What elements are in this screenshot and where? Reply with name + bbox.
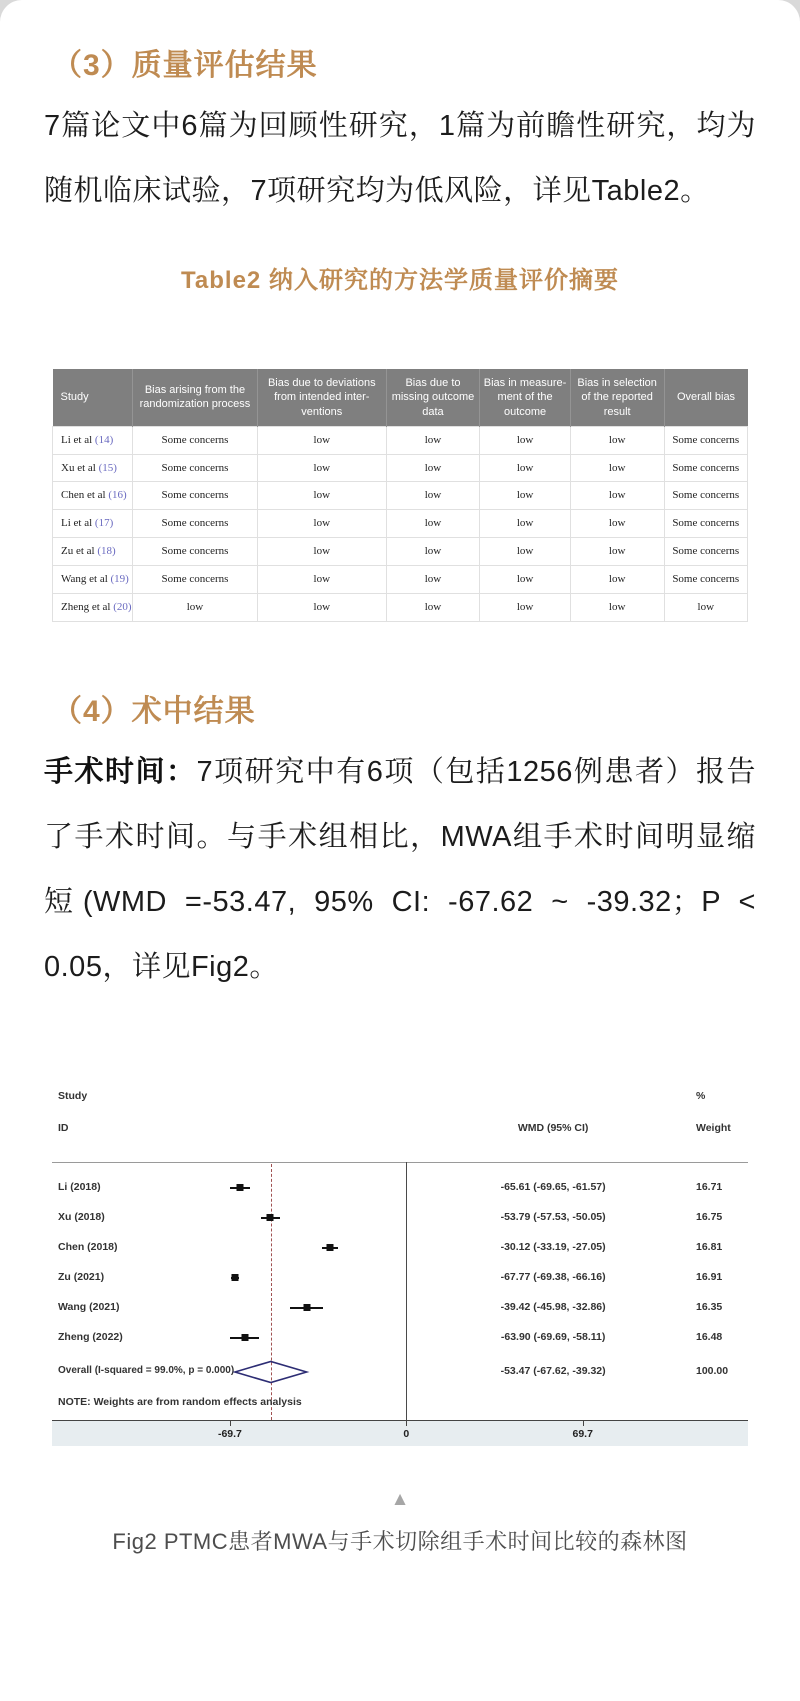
table2-figure <box>52 369 748 622</box>
table2-header-cell: Bias in selection of the reported result <box>570 369 664 426</box>
table2-cell: low <box>386 566 480 594</box>
section-4-paragraph <box>44 740 756 1000</box>
reference-number: (19) <box>110 573 129 586</box>
forest-header-wmd: WMD (95% CI) <box>517 1121 589 1134</box>
table2-cell: Some concerns <box>132 482 257 510</box>
table2-cell: low <box>386 426 480 454</box>
forest-axis-tick-label: -69.7 <box>217 1427 242 1440</box>
table2-cell: low <box>570 454 664 482</box>
forest-study-label: Chen (2018) <box>58 1240 118 1253</box>
surgery-time-lead: 手术时间： <box>44 755 197 788</box>
table2-cell: low <box>386 510 480 538</box>
table2-cell: low <box>480 426 570 454</box>
forest-note: NOTE: Weights are from random effects analysis <box>58 1395 302 1408</box>
forest-study-label: Xu (2018) <box>58 1210 105 1223</box>
reference-number: (14) <box>94 433 114 446</box>
forest-plot <box>52 1084 748 1446</box>
table2-header-cell: Bias in measure- ment of the outcome <box>480 369 570 426</box>
table2-overall-cell: Some concerns <box>664 510 747 538</box>
forest-study-label: Wang (2021) <box>58 1300 120 1313</box>
forest-axis-tick-label: 69.7 <box>572 1427 593 1440</box>
table2-study-cell <box>53 538 133 566</box>
table2-overall-cell: Some concerns <box>664 426 747 454</box>
reference-number: (15) <box>98 461 117 474</box>
reference-number: (16) <box>108 489 127 502</box>
forest-wmd-value: -39.42 (-45.98, -32.86) <box>500 1300 606 1313</box>
table2-cell: low <box>570 566 664 594</box>
table2-study-cell <box>53 426 133 454</box>
forest-weight-value: 16.91 <box>696 1270 723 1283</box>
table2-cell: low <box>480 510 570 538</box>
forest-study-label: Li (2018) <box>58 1180 101 1193</box>
surgery-time-text: 7项研究中有6项（包括1256例患者）报告了手术时间。与手术组相比，MWA组手术时间明显缩短(WMD =-53.47, 95% CI: -67.62 ~ -39.32；P < 0.05，详见Fig2。 <box>44 755 756 983</box>
forest-study-label: Zheng (2022) <box>58 1330 123 1343</box>
forest-header-weight: Weight <box>696 1121 731 1134</box>
table2-header-cell: Study <box>53 369 133 426</box>
fig2-caption: Fig2 PTMC患者MWA与手术切除组手术时间比较的森林图 <box>112 1528 688 1554</box>
table2-cell: low <box>570 510 664 538</box>
forest-weight-value: 16.48 <box>696 1330 723 1343</box>
forest-point-marker <box>303 1304 310 1311</box>
study-name: Xu et al <box>61 461 99 474</box>
table2-cell: low <box>258 482 387 510</box>
forest-wmd-value: -30.12 (-33.19, -27.05) <box>500 1240 606 1253</box>
table2-header-cell: Overall bias <box>664 369 747 426</box>
table2-study-cell <box>53 593 133 621</box>
forest-wmd-value: -53.79 (-57.53, -50.05) <box>500 1210 606 1223</box>
table2-row <box>53 426 748 454</box>
forest-zero-line <box>406 1162 407 1420</box>
table2-cell: Some concerns <box>132 426 257 454</box>
table2-cell: low <box>258 538 387 566</box>
study-name: Zu et al <box>61 545 98 558</box>
table2-cell: low <box>258 454 387 482</box>
table2-header-cell: Bias arising from the randomization process <box>132 369 257 426</box>
forest-weight-value: 16.35 <box>696 1300 723 1313</box>
forest-axis-line <box>52 1420 748 1421</box>
study-name: Wang et al <box>61 573 111 586</box>
study-name: Li et al <box>61 517 95 530</box>
table2-overall-cell: Some concerns <box>664 566 747 594</box>
table2-cell: low <box>258 593 387 621</box>
table2-title: Table2 纳入研究的方法学质量评价摘要 <box>181 266 619 294</box>
table2-study-cell <box>53 566 133 594</box>
table2-table <box>52 369 748 622</box>
forest-point-marker <box>237 1184 244 1191</box>
forest-point-marker <box>327 1244 334 1251</box>
section-3-heading: （3）质量评估结果 <box>52 49 318 82</box>
table2-study-cell <box>53 482 133 510</box>
table2-cell: low <box>480 593 570 621</box>
table2-row <box>53 454 748 482</box>
forest-top-rule <box>52 1162 748 1163</box>
study-name: Li et al <box>61 433 95 446</box>
forest-wmd-value: -53.47 (-67.62, -39.32) <box>500 1364 606 1377</box>
table2-cell: low <box>480 482 570 510</box>
table2-cell: Some concerns <box>132 566 257 594</box>
table2-cell: low <box>386 454 480 482</box>
forest-axis-tick <box>583 1421 584 1426</box>
forest-axis-tick <box>406 1421 407 1426</box>
table2-overall-cell: Some concerns <box>664 538 747 566</box>
reference-number: (20) <box>113 600 132 613</box>
forest-axis-tick-label: 0 <box>403 1427 410 1440</box>
table2-cell: low <box>386 482 480 510</box>
forest-axis-band <box>52 1421 748 1446</box>
forest-header-study: Study <box>58 1089 88 1102</box>
table2-cell: Some concerns <box>132 454 257 482</box>
reference-number: (17) <box>94 517 114 530</box>
forest-point-marker <box>231 1274 238 1281</box>
reference-number: (18) <box>97 545 116 558</box>
table2-cell: low <box>258 510 387 538</box>
table2-study-cell <box>53 454 133 482</box>
table2-row <box>53 538 748 566</box>
forest-header-percent: % <box>696 1089 706 1102</box>
forest-axis-tick <box>230 1421 231 1426</box>
table2-header-cell: Bias due to missing outcome data <box>386 369 480 426</box>
table2-cell: low <box>570 426 664 454</box>
table2-cell: Some concerns <box>132 538 257 566</box>
section-3-paragraph: 7篇论文中6篇为回顾性研究，1篇为前瞻性研究，均为随机临床试验，7项研究均为低风险，详见Table2。 <box>44 110 756 207</box>
forest-weight-value: 16.75 <box>696 1210 723 1223</box>
table2-cell: low <box>570 482 664 510</box>
table2-row <box>53 593 748 621</box>
table2-overall-cell: Some concerns <box>664 454 747 482</box>
table2-row <box>53 510 748 538</box>
table2-overall-cell: low <box>664 593 747 621</box>
forest-point-marker <box>241 1334 248 1341</box>
forest-weight-value: 100.00 <box>696 1364 729 1377</box>
collapse-arrow-icon[interactable]: ▲ <box>390 1488 410 1510</box>
table2-cell: low <box>386 538 480 566</box>
forest-header-id: ID <box>58 1121 69 1134</box>
table2-overall-cell: Some concerns <box>664 482 747 510</box>
table2-cell: low <box>570 593 664 621</box>
table2-row <box>53 566 748 594</box>
table2-cell: low <box>480 454 570 482</box>
table2-row <box>53 482 748 510</box>
table2-cell: low <box>258 566 387 594</box>
forest-point-marker <box>267 1214 274 1221</box>
table2-cell: low <box>386 593 480 621</box>
forest-wmd-value: -65.61 (-69.65, -61.57) <box>500 1180 606 1193</box>
forest-overall-diamond <box>235 1361 307 1383</box>
table2-cell: low <box>132 593 257 621</box>
study-name: Zheng et al <box>61 600 114 613</box>
forest-weight-value: 16.71 <box>696 1180 723 1193</box>
forest-wmd-value: -63.90 (-69.69, -58.11) <box>500 1330 606 1343</box>
forest-study-label: Zu (2021) <box>58 1270 105 1283</box>
forest-wmd-value: -67.77 (-69.38, -66.16) <box>500 1270 606 1283</box>
forest-overall-label: Overall (I-squared = 99.0%, p = 0.000) <box>58 1364 235 1376</box>
table2-cell: low <box>570 538 664 566</box>
study-name: Chen et al <box>61 489 109 502</box>
table2-header-cell: Bias due to deviations from intended inter- ventions <box>258 369 387 426</box>
table2-cell: low <box>480 538 570 566</box>
table2-cell: low <box>480 566 570 594</box>
section-4-heading: （4）术中结果 <box>52 694 256 728</box>
table2-cell: low <box>258 426 387 454</box>
table2-cell: Some concerns <box>132 510 257 538</box>
forest-weight-value: 16.81 <box>696 1240 723 1253</box>
table2-study-cell <box>53 510 133 538</box>
